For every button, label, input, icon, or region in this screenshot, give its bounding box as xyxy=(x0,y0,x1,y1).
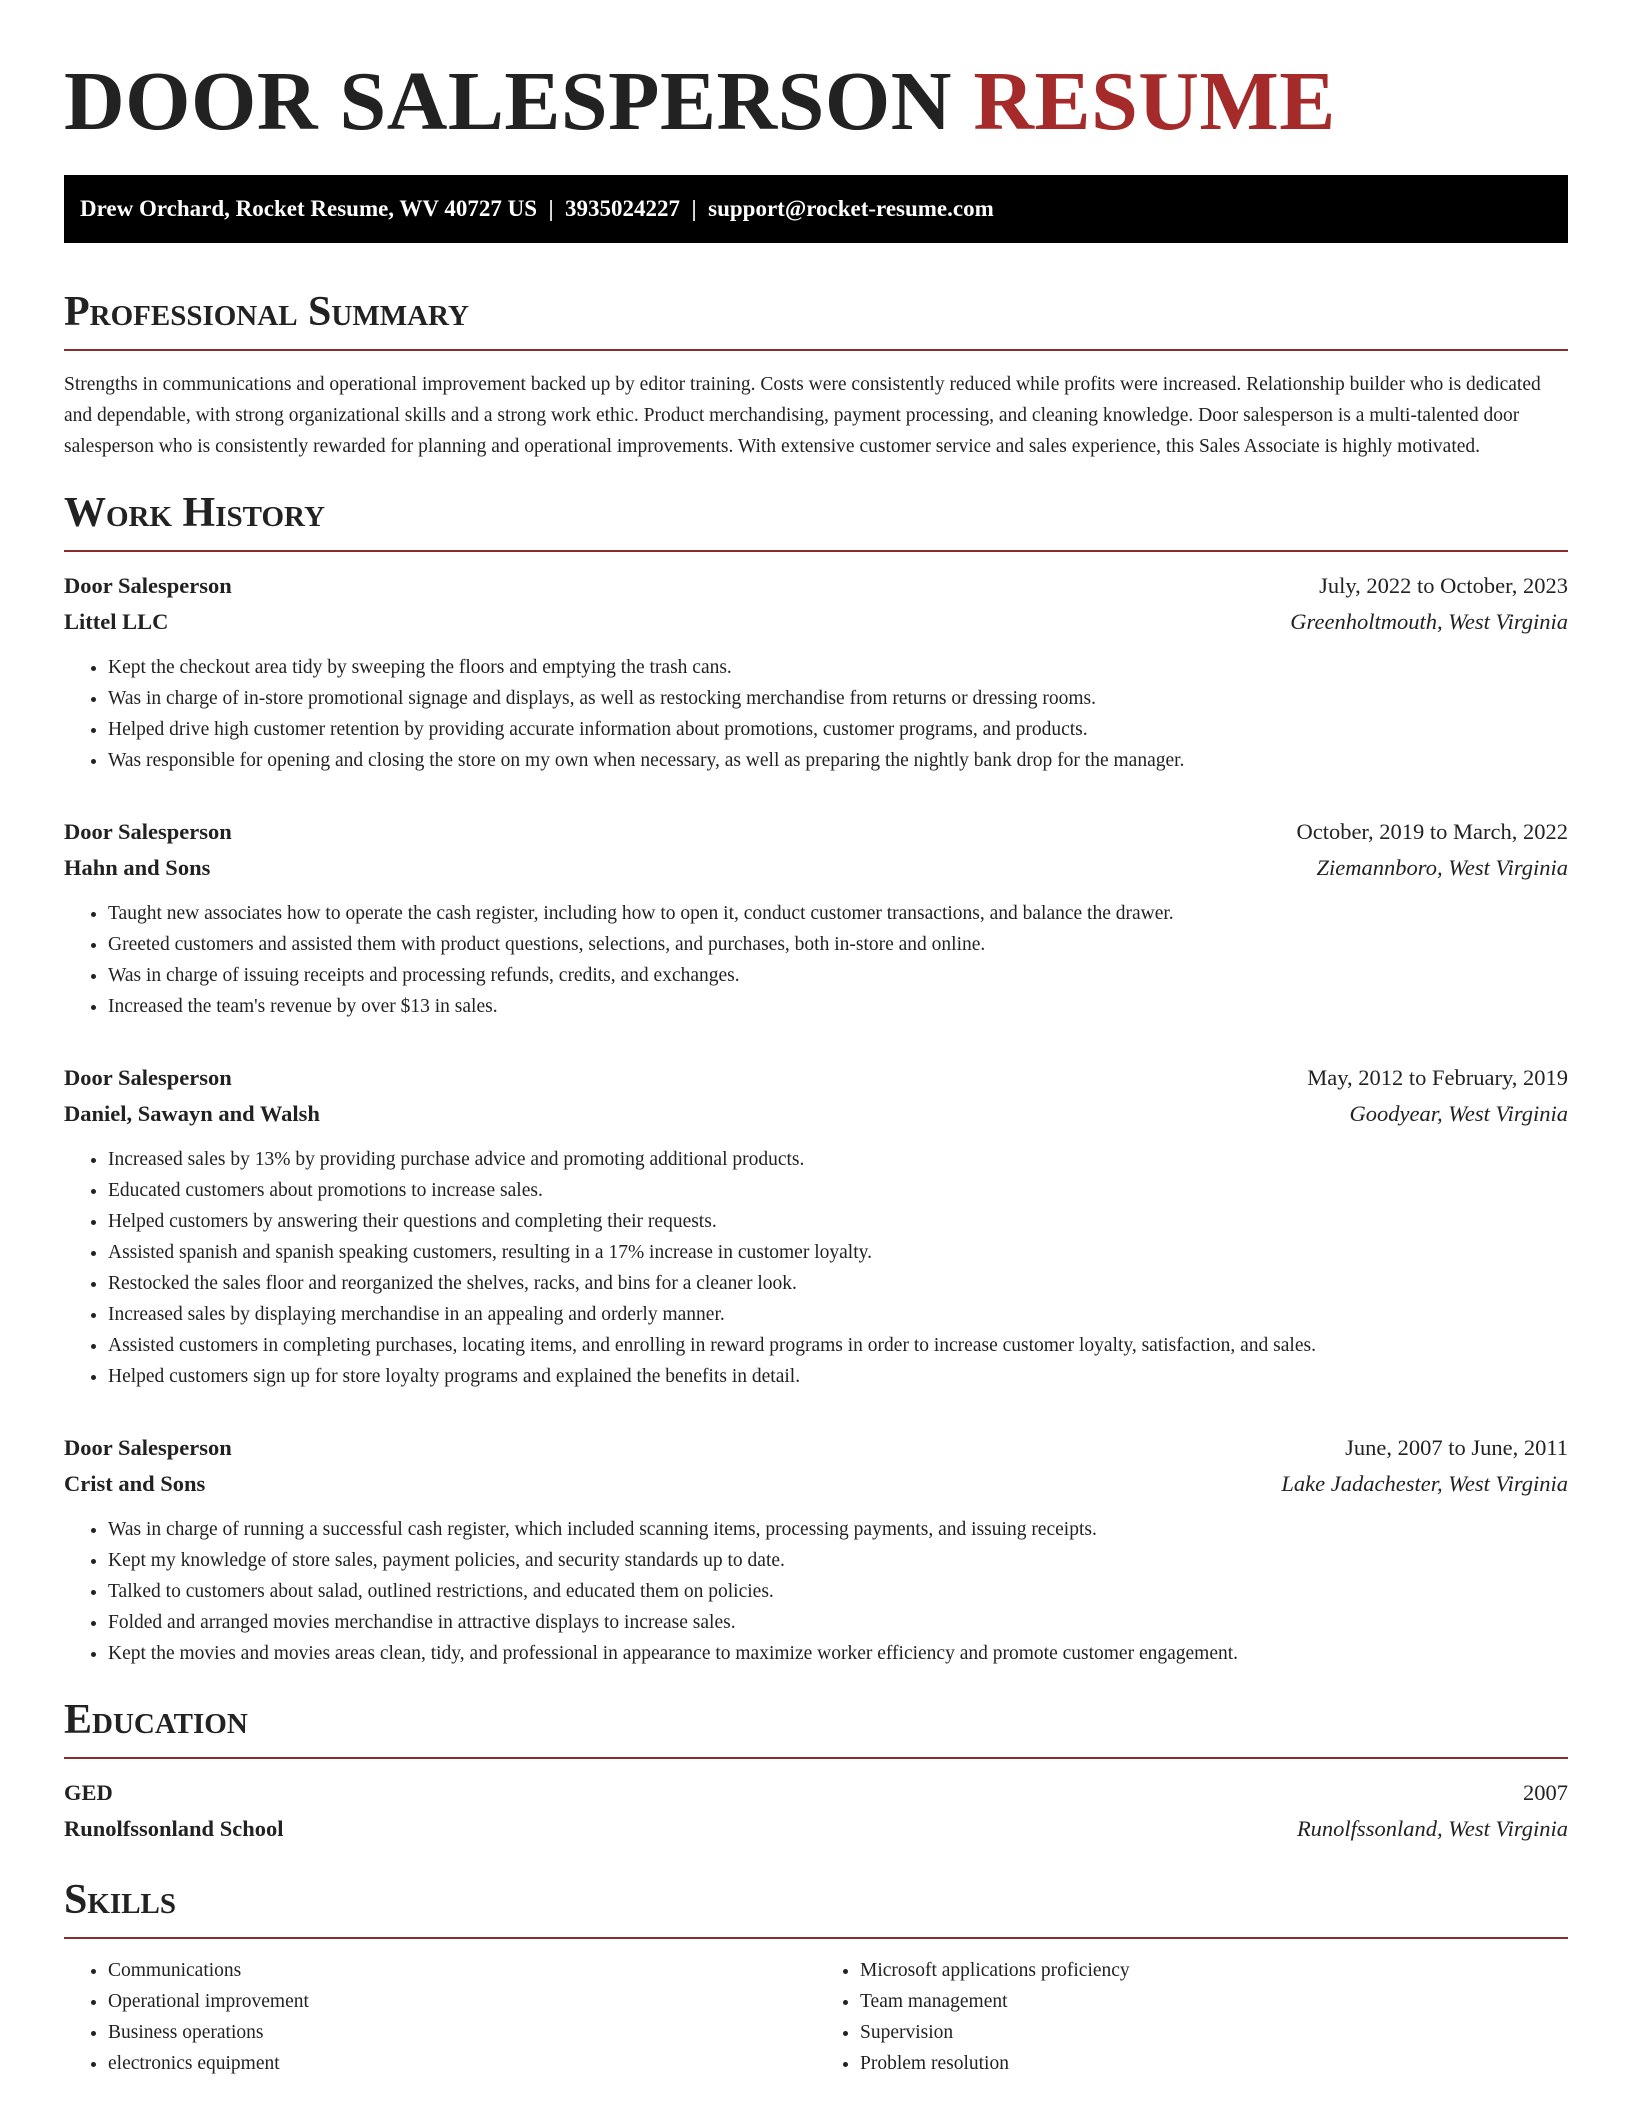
job-bullet: • Assisted customers in completing purchases, locating items, and enrolling in reward programs in order to increase customer loyalty, satisfaction, and sales. xyxy=(108,1330,1568,1361)
job-title: Door Salesperson xyxy=(64,1065,232,1090)
job-entry xyxy=(64,814,1568,1022)
job-company: Littel LLC xyxy=(64,609,169,634)
job-dates: July, 2022 to October, 2023 xyxy=(1319,573,1568,598)
job-subheader xyxy=(64,850,1568,886)
work-heading: Work History xyxy=(64,490,325,536)
job-bullet: • Increased sales by displaying merchandise in an appealing and orderly manner. xyxy=(108,1299,1568,1330)
job-bullet: • Kept the checkout area tidy by sweeping the floors and emptying the trash cans. xyxy=(108,652,1568,683)
resume-title xyxy=(64,0,1568,152)
job-title: Door Salesperson xyxy=(64,819,232,844)
job-bullet: • Restocked the sales floor and reorganized the shelves, racks, and bins for a cleaner look. xyxy=(108,1268,1568,1299)
skill-item: • Business operations xyxy=(108,2017,816,2048)
job-bullet: • Folded and arranged movies merchandise in attractive displays to increase sales. xyxy=(108,1607,1568,1638)
job-header xyxy=(64,568,1568,604)
job-dates: June, 2007 to June, 2011 xyxy=(1345,1435,1568,1460)
job-bullet: • Increased sales by 13% by providing purchase advice and promoting additional products. xyxy=(108,1144,1568,1175)
contact-line: Drew Orchard, Rocket Resume, WV 40727 US | 3935024227 | support@rocket-resume.com xyxy=(80,196,994,221)
section-divider xyxy=(64,550,1568,552)
job-location: Goodyear, West Virginia xyxy=(1349,1101,1568,1126)
education-school: Runolfssonland School xyxy=(64,1816,284,1841)
job-bullet: • Greeted customers and assisted them with product questions, selections, and purchases, both in-store and online. xyxy=(108,929,1568,960)
job-dates: May, 2012 to February, 2019 xyxy=(1307,1065,1568,1090)
title-main: DOOR SALESPERSON xyxy=(64,55,952,148)
section-divider xyxy=(64,1937,1568,1939)
job-bullet: • Talked to customers about salad, outlined restrictions, and educated them on policies. xyxy=(108,1576,1568,1607)
job-list xyxy=(64,568,1568,1669)
job-title: Door Salesperson xyxy=(64,1435,232,1460)
job-dates: October, 2019 to March, 2022 xyxy=(1296,819,1568,844)
section-divider xyxy=(64,1757,1568,1759)
job-bullet: • Taught new associates how to operate the cash register, including how to open it, conduct customer transactions, and balance the drawer. xyxy=(108,898,1568,929)
contact-bar xyxy=(64,175,1568,243)
education-year: 2007 xyxy=(1523,1780,1568,1805)
job-subheader xyxy=(64,1096,1568,1132)
job-bullets xyxy=(64,1144,1568,1392)
skill-item: • Problem resolution xyxy=(860,2048,1568,2079)
job-bullet: • Was in charge of issuing receipts and processing refunds, credits, and exchanges. xyxy=(108,960,1568,991)
summary-heading: Professional Summary xyxy=(64,289,469,335)
job-bullets xyxy=(64,898,1568,1022)
skill-item: • Microsoft applications proficiency xyxy=(860,1955,1568,1986)
job-company: Hahn and Sons xyxy=(64,855,211,880)
work-section xyxy=(64,488,1568,552)
job-bullet: • Was responsible for opening and closing the store on my own when necessary, as well as preparing the nightly bank drop for the manager. xyxy=(108,745,1568,776)
job-location: Ziemannboro, West Virginia xyxy=(1316,855,1568,880)
education-header xyxy=(64,1775,1568,1811)
education-section xyxy=(64,1695,1568,1759)
job-bullets xyxy=(64,1514,1568,1669)
job-location: Lake Jadachester, West Virginia xyxy=(1281,1471,1568,1496)
job-bullets xyxy=(64,652,1568,776)
job-header xyxy=(64,814,1568,850)
education-entry xyxy=(64,1775,1568,1847)
skill-item: • Team management xyxy=(860,1986,1568,2017)
education-degree: GED xyxy=(64,1780,113,1805)
title-accent: RESUME xyxy=(973,55,1336,148)
skills-section xyxy=(64,1875,1568,1939)
skill-item: • Communications xyxy=(108,1955,816,1986)
skill-item: • Operational improvement xyxy=(108,1986,816,2017)
job-company: Daniel, Sawayn and Walsh xyxy=(64,1101,320,1126)
job-bullet: • Educated customers about promotions to increase sales. xyxy=(108,1175,1568,1206)
job-bullet: • Increased the team's revenue by over $13 in sales. xyxy=(108,991,1568,1022)
job-bullet: • Kept the movies and movies areas clean, tidy, and professional in appearance to maximize worker efficiency and promote customer engagement. xyxy=(108,1638,1568,1669)
job-bullet: • Was in charge of running a successful cash register, which included scanning items, processing payments, and issuing receipts. xyxy=(108,1514,1568,1545)
education-location: Runolfssonland, West Virginia xyxy=(1296,1816,1568,1841)
skill-item: • electronics equipment xyxy=(108,2048,816,2079)
job-bullet: • Kept my knowledge of store sales, payment policies, and security standards up to date. xyxy=(108,1545,1568,1576)
summary-text: Strengths in communications and operational improvement backed up by editor training. Costs were consistently reduced while profits were increased. Relationship builder who is dedicated and dependable, with strong organizational skills and a strong work ethic. Product merchandising, payment processing, and cleaning knowledge. Door salesperson is a multi-talented door salesperson who is consistently rewarded for planning and operational improvements. With extensive customer service and sales experience, this Sales Associate is highly motivated. xyxy=(64,374,1541,457)
job-entry xyxy=(64,568,1568,776)
job-subheader xyxy=(64,604,1568,640)
job-subheader xyxy=(64,1466,1568,1502)
job-bullet: • Helped customers sign up for store loyalty programs and explained the benefits in detail. xyxy=(108,1361,1568,1392)
skills-column-right xyxy=(816,1955,1568,2079)
job-company: Crist and Sons xyxy=(64,1471,206,1496)
education-heading: Education xyxy=(64,1697,248,1743)
skills-list xyxy=(64,1955,1568,2079)
job-bullet: • Was in charge of in-store promotional signage and displays, as well as restocking merchandise from returns or dressing rooms. xyxy=(108,683,1568,714)
job-entry xyxy=(64,1430,1568,1669)
job-header xyxy=(64,1430,1568,1466)
job-bullet: • Helped drive high customer retention by providing accurate information about promotions, customer programs, and products. xyxy=(108,714,1568,745)
job-bullet: • Helped customers by answering their questions and completing their requests. xyxy=(108,1206,1568,1237)
skills-column-left xyxy=(64,1955,816,2079)
job-header xyxy=(64,1060,1568,1096)
summary-section xyxy=(64,287,1568,351)
job-location: Greenholtmouth, West Virginia xyxy=(1290,609,1568,634)
skill-item: • Supervision xyxy=(860,2017,1568,2048)
job-entry xyxy=(64,1060,1568,1392)
section-divider xyxy=(64,349,1568,351)
education-subheader xyxy=(64,1811,1568,1847)
job-title: Door Salesperson xyxy=(64,573,232,598)
skills-heading: Skills xyxy=(64,1877,177,1923)
job-bullet: • Assisted spanish and spanish speaking customers, resulting in a 17% increase in customer loyalty. xyxy=(108,1237,1568,1268)
